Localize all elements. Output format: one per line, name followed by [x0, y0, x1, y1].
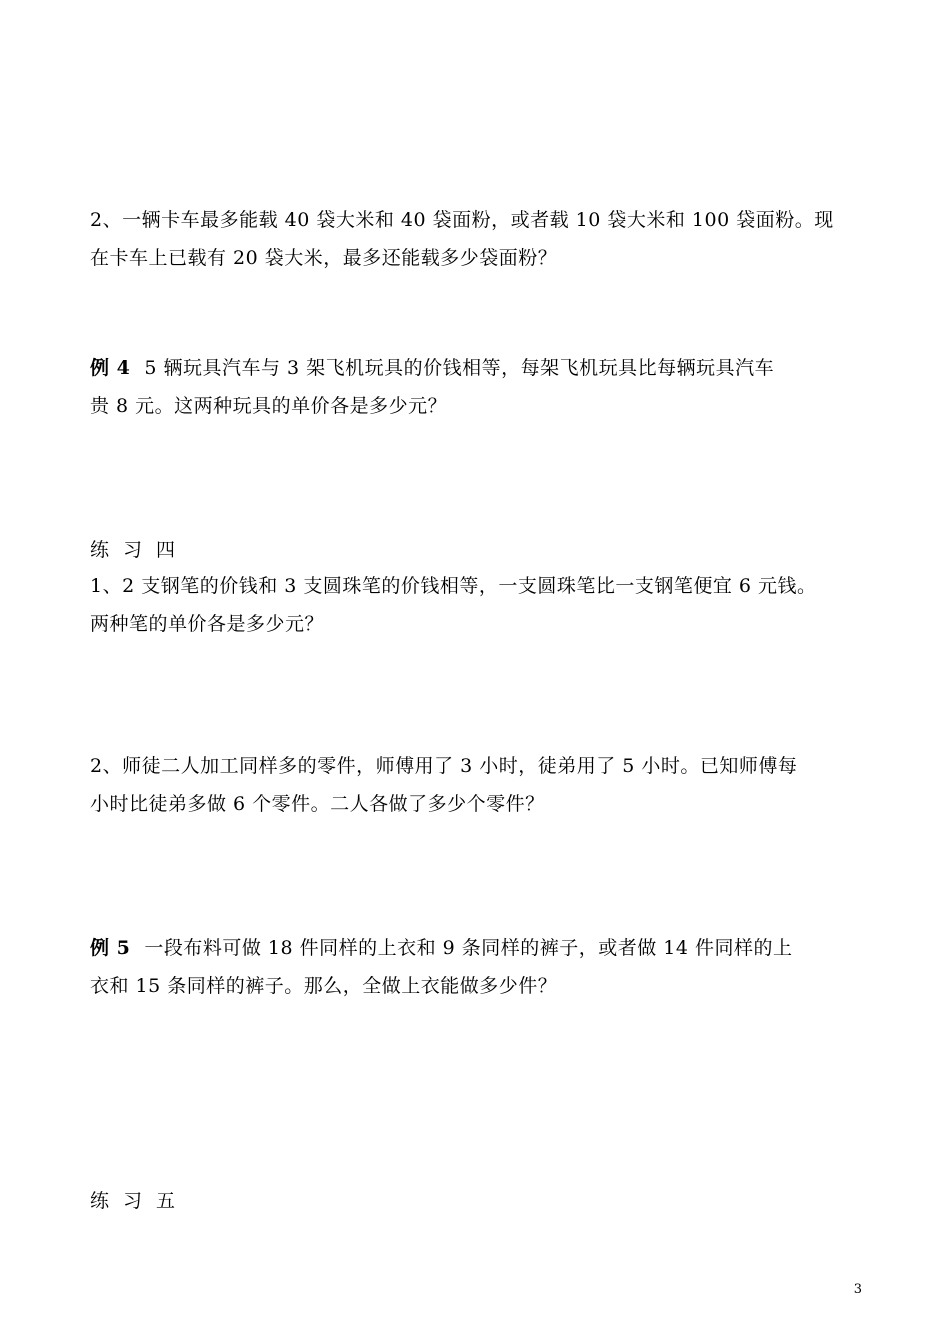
- exercise-4-q2-line-2: 小时比徒弟多做 6 个零件。二人各做了多少个零件？: [90, 793, 545, 815]
- exercise-5-heading: 练习五: [90, 1190, 190, 1212]
- example-4: [90, 349, 880, 425]
- exercise-4-q1-line-1: 1、2 支钢笔的价钱和 3 支圆珠笔的价钱相等，一支圆珠笔比一支钢笔便宜 6 元钱。: [90, 575, 817, 597]
- example-4-line-2: 贵 8 元。这两种玩具的单价各是多少元？: [90, 395, 448, 417]
- exercise-4-heading: 练习四: [90, 539, 190, 561]
- problem-2-line-1: 2、一辆卡车最多能载 40 袋大米和 40 袋面粉，或者载 10 袋大米和 100 袋面粉。现: [90, 209, 834, 231]
- problem-2-line-2: 在卡车上已载有 20 袋大米，最多还能载多少袋面粉？: [90, 247, 558, 269]
- exercise-4-question-2: [90, 747, 880, 823]
- problem-2: [90, 201, 880, 277]
- example-5-label: 例 5: [90, 937, 131, 959]
- example-5-line-1: [90, 929, 880, 967]
- example-5: [90, 929, 880, 1005]
- exercise-4-question-1: [90, 567, 880, 643]
- example-5-line-2: 衣和 15 条同样的裤子。那么，全做上衣能做多少件？: [90, 975, 558, 997]
- example-5-text-1: 一段布料可做 18 件同样的上衣和 9 条同样的裤子，或者做 14 件同样的上: [144, 937, 793, 959]
- example-4-label: 例 4: [90, 357, 131, 379]
- exercise-4-q2-line-1: 2、师徒二人加工同样多的零件，师傅用了 3 小时，徒弟用了 5 小时。已知师傅每: [90, 755, 798, 777]
- exercise-4-q1-line-2: 两种笔的单价各是多少元？: [90, 613, 325, 635]
- example-4-text-1: 5 辆玩具汽车与 3 架飞机玩具的价钱相等，每架飞机玩具比每辆玩具汽车: [144, 357, 775, 379]
- example-4-line-1: [90, 349, 880, 387]
- page-number: 3: [853, 1282, 862, 1297]
